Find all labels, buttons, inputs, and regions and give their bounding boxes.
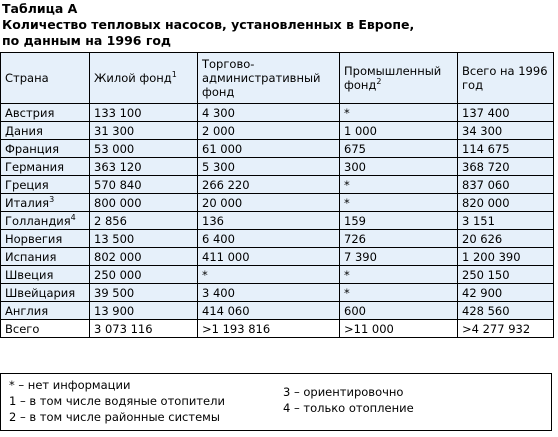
footnote: * – нет информации [9,378,131,392]
cell-country: Испания [1,248,90,266]
cell-industrial: * [340,266,458,284]
total-commercial: >1 193 816 [198,320,340,338]
header-residential: Жилой фонд$^1$ [90,53,198,104]
cell-industrial: * [340,194,458,212]
cell-residential: 802 000 [90,248,198,266]
cell-total: 1 200 390 [458,248,554,266]
cell-industrial: 600 [340,302,458,320]
cell-country: Голландия$^4$ [1,212,90,230]
cell-commercial: 6 400 [198,230,340,248]
cell-residential: 53 000 [90,140,198,158]
cell-total: 42 900 [458,284,554,302]
cell-total: 20 626 [458,230,554,248]
cell-country: Норвегия [1,230,90,248]
cell-commercial: 414 060 [198,302,340,320]
table-row [1,266,554,284]
cell-industrial: 1 000 [340,122,458,140]
cell-country: Дания [1,122,90,140]
cell-industrial: * [340,176,458,194]
cell-industrial: 7 390 [340,248,458,266]
total-total: >4 277 932 [458,320,554,338]
cell-country: Австрия [1,104,90,122]
footnote: 2 – в том числе районные системы [9,410,220,424]
table-row [1,176,554,194]
table-header-row [1,53,554,104]
cell-country: Греция [1,176,90,194]
cell-commercial: 20 000 [198,194,340,212]
cell-total: 428 560 [458,302,554,320]
cell-commercial: 136 [198,212,340,230]
cell-residential: 133 100 [90,104,198,122]
cell-commercial: 61 000 [198,140,340,158]
cell-total: 837 060 [458,176,554,194]
cell-total: 3 151 [458,212,554,230]
cell-total: 34 300 [458,122,554,140]
table-row [1,104,554,122]
cell-industrial: * [340,104,458,122]
cell-country: Германия [1,158,90,176]
cell-total: 250 150 [458,266,554,284]
cell-commercial: * [198,266,340,284]
total-label: Всего [1,320,90,338]
table-row [1,122,554,140]
table-caption: Таблица А [2,1,78,16]
table-heading-line-1: Количество тепловых насосов, установленных в Европе, [2,17,415,32]
header-industrial: Промышленный фонд$^2$ [340,53,458,104]
cell-total: 137 400 [458,104,554,122]
cell-commercial: 4 300 [198,104,340,122]
cell-total: 114 675 [458,140,554,158]
table-row [1,230,554,248]
cell-commercial: 2 000 [198,122,340,140]
cell-total: 820 000 [458,194,554,212]
footnote: 4 – только отопление [283,401,414,415]
footnotes-left [9,378,225,426]
cell-residential: 800 000 [90,194,198,212]
footnotes-right [283,385,414,417]
header-total: Всего на 1996 год [458,53,554,104]
cell-residential: 2 856 [90,212,198,230]
cell-industrial: * [340,284,458,302]
header-commercial: Торгово-административный фонд [198,53,340,104]
cell-residential: 363 120 [90,158,198,176]
table-row [1,194,554,212]
table-row [1,158,554,176]
cell-commercial: 3 400 [198,284,340,302]
cell-residential: 13 500 [90,230,198,248]
table-row [1,284,554,302]
cell-country: Италия$^3$ [1,194,90,212]
table-row [1,248,554,266]
cell-total: 368 720 [458,158,554,176]
footnotes-box [0,373,552,431]
footnote: 3 – ориентировочно [283,385,404,399]
cell-residential: 13 900 [90,302,198,320]
cell-commercial: 5 300 [198,158,340,176]
total-industrial: >11 000 [340,320,458,338]
cell-commercial: 266 220 [198,176,340,194]
total-residential: 3 073 116 [90,320,198,338]
cell-residential: 570 840 [90,176,198,194]
cell-country: Англия [1,302,90,320]
table-total-row [1,320,554,338]
cell-country: Швейцария [1,284,90,302]
table-heading-line-2: по данным на 1996 год [2,33,172,48]
cell-country: Франция [1,140,90,158]
cell-residential: 250 000 [90,266,198,284]
cell-industrial: 726 [340,230,458,248]
cell-residential: 39 500 [90,284,198,302]
footnote: 1 – в том числе водяные отопители [9,394,225,408]
table-row [1,212,554,230]
document-title [2,1,414,49]
cell-country: Швеция [1,266,90,284]
heat-pump-table [0,52,554,338]
cell-commercial: 411 000 [198,248,340,266]
cell-industrial: 159 [340,212,458,230]
cell-industrial: 300 [340,158,458,176]
cell-residential: 31 300 [90,122,198,140]
header-country: Страна [1,53,90,104]
table-row [1,302,554,320]
cell-industrial: 675 [340,140,458,158]
table-row [1,140,554,158]
